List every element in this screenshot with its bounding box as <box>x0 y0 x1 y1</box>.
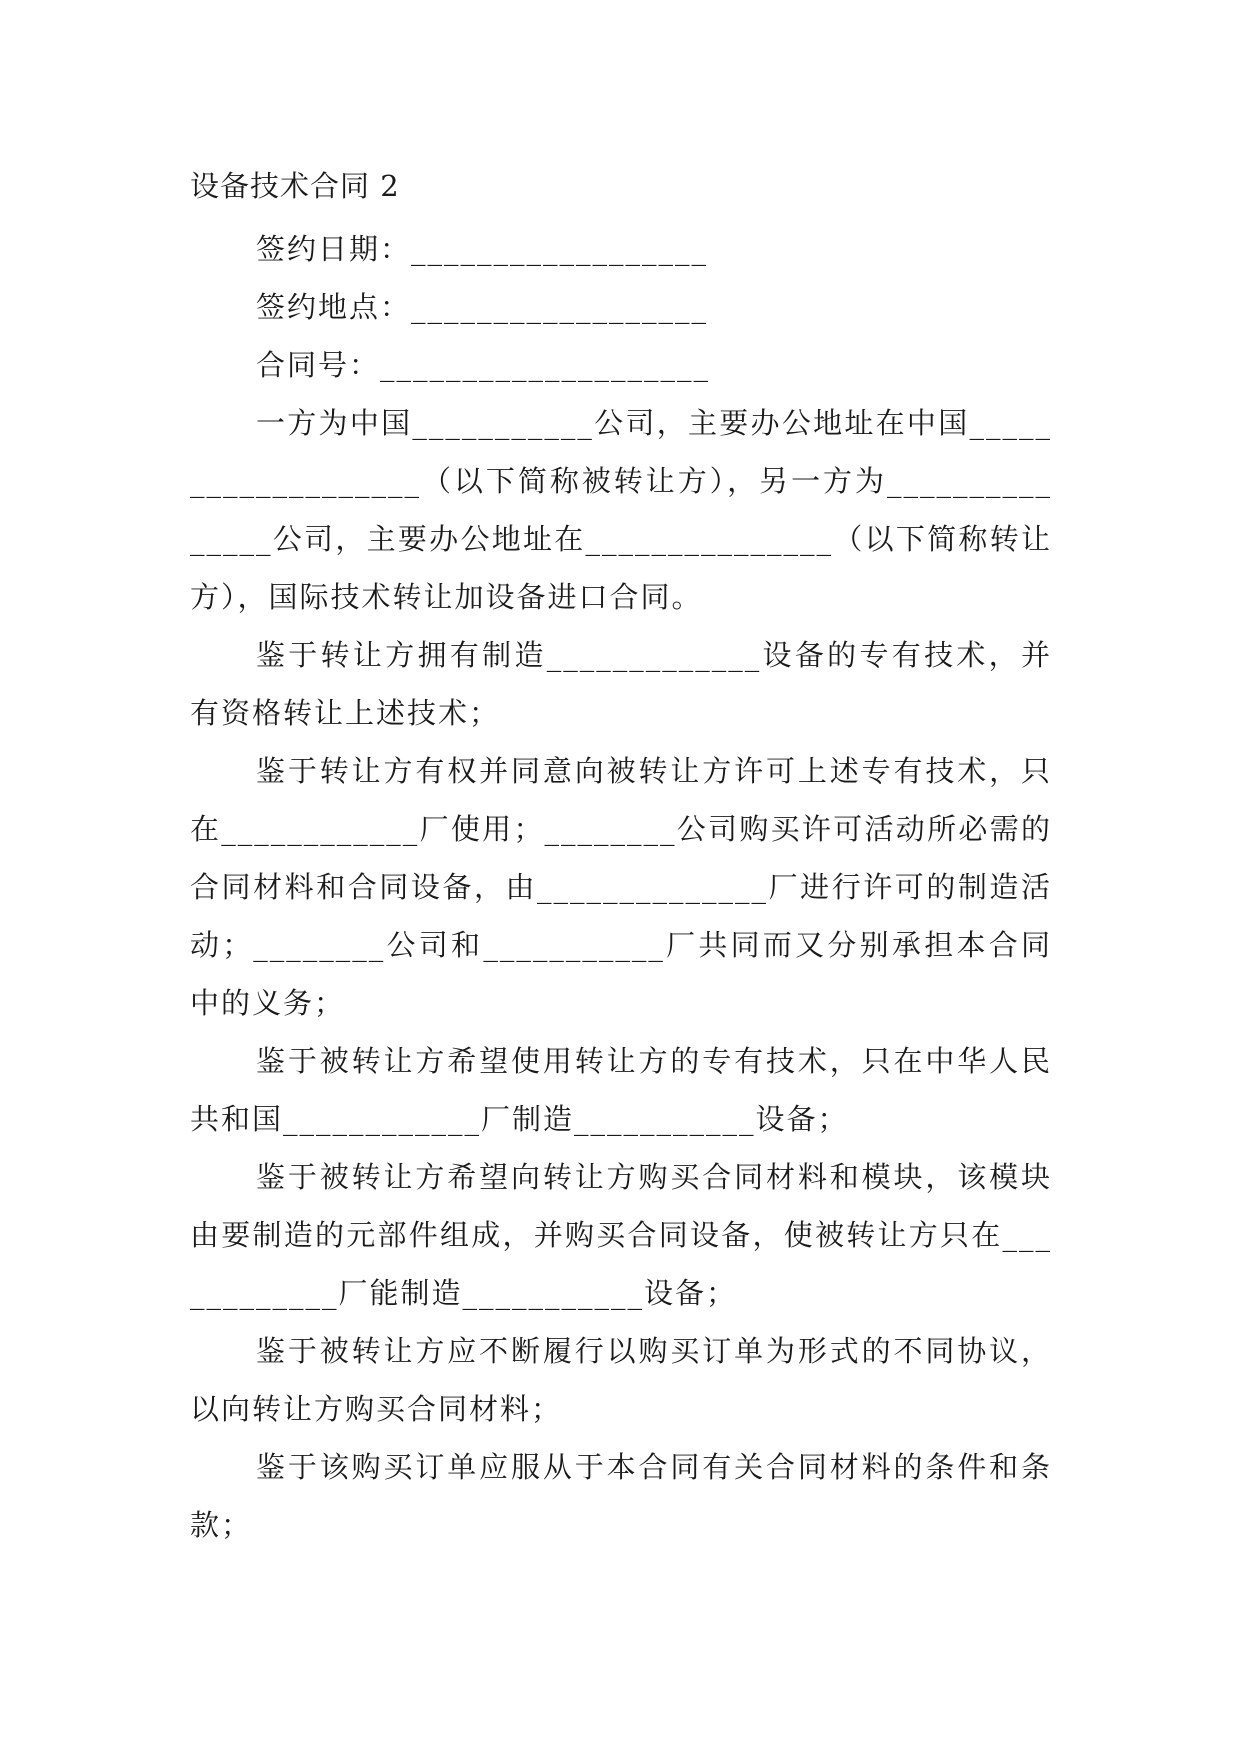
contract-number-label: 合同号： <box>256 348 381 382</box>
document-title: 设备技术合同 2 <box>190 169 400 203</box>
paragraph-whereas-4: 鉴于被转让方希望向转让方购买合同材料和模块，该模块由要制造的元部件组成，并购买合同设备，使被转让方只在____________厂能制造___________设备； <box>190 1160 1052 1310</box>
paragraph-whereas-3: 鉴于被转让方希望使用转让方的专有技术，只在中华人民共和国____________厂制造___________设备； <box>190 1044 1052 1136</box>
paragraph-whereas-6: 鉴于该购买订单应服从于本合同有关合同材料的条件和条款； <box>190 1450 1052 1542</box>
paragraph-whereas-1: 鉴于转让方拥有制造_____________设备的专有技术，并有资格转让上述技术； <box>190 638 1052 730</box>
paragraph-whereas-2: 鉴于转让方有权并同意向被转让方许可上述专有技术，只在____________厂使用；________公司购买许可活动所必需的合同材料和合同设备，由______________厂进行许可的制造活动；________公司和___________厂共同而又分别承担本合同中的义务； <box>190 754 1052 1020</box>
signing-place-label: 签约地点： <box>256 290 412 324</box>
paragraph-parties: 一方为中国___________公司，主要办公地址在中国___________________（以下简称被转让方），另一方为_______________公司，主要办公地址在_______________（以下简称转让方），国际技术转让加设备进口合同。 <box>190 406 1052 614</box>
contract-number-blank: ____________________ <box>380 348 711 382</box>
signing-date-label: 签约日期： <box>256 232 412 266</box>
signing-place-field <box>190 278 1052 336</box>
signing-date-field <box>190 220 1052 278</box>
signing-place-blank: __________________ <box>411 290 709 324</box>
signing-date-blank: __________________ <box>411 232 709 266</box>
paragraph-whereas-5: 鉴于被转让方应不断履行以购买订单为形式的不同协议，以向转让方购买合同材料； <box>190 1334 1052 1426</box>
contract-number-field <box>190 336 1052 394</box>
document-body <box>190 220 1052 1554</box>
